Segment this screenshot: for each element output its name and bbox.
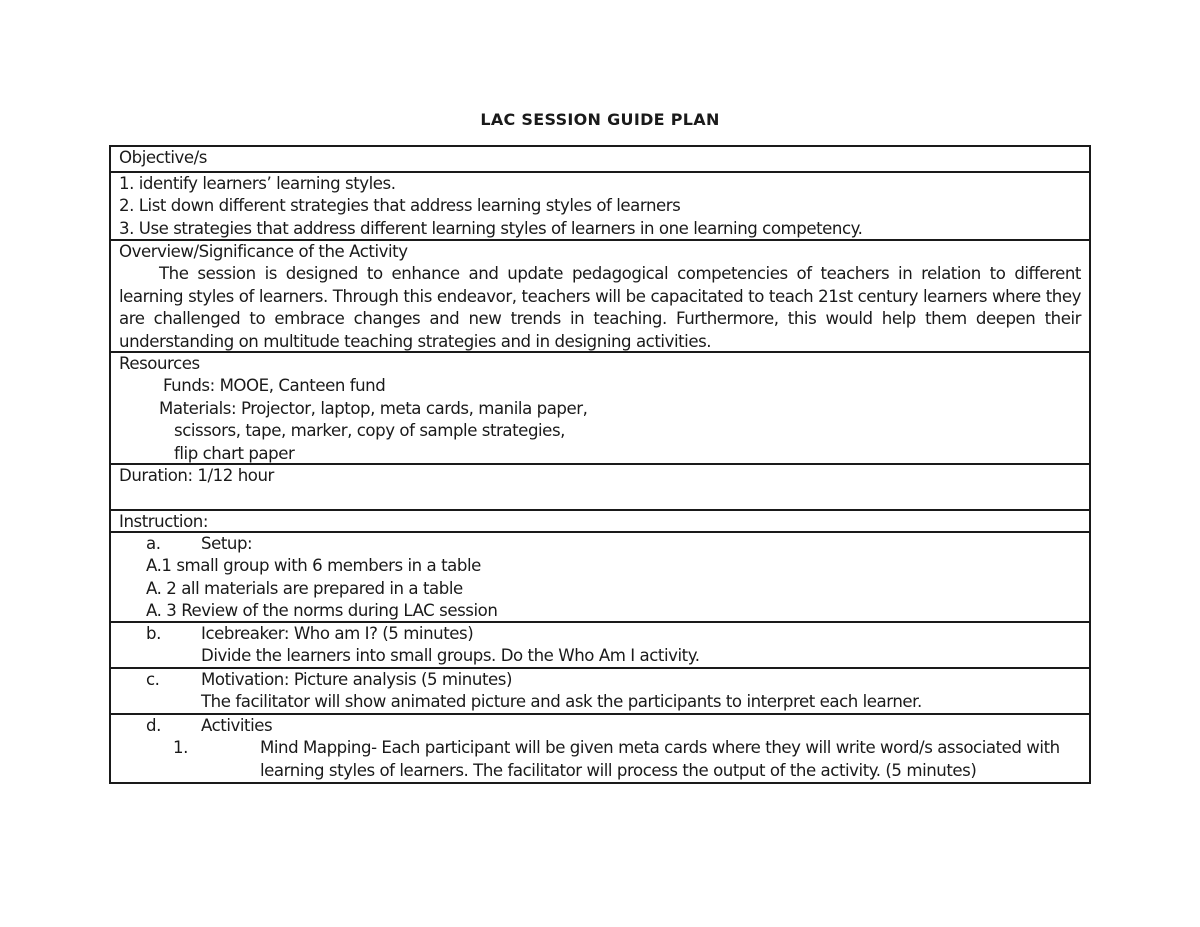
setup-item [119,533,1081,555]
motivation-item [119,669,1081,691]
motivation-detail: The facilitator will show animated picture and ask the participants to interpret each learner. [201,692,922,712]
objective-item-2: 2. List down different strategies that address learning styles of learners [119,196,681,216]
resources-funds: Funds: MOOE, Canteen fund [163,376,386,396]
setup-letter: a. [146,534,161,553]
motivation-letter: c. [146,670,160,689]
objective-item-3: 3. Use strategies that address different learning styles of learners in one learning competency. [119,218,863,238]
icebreaker-letter: b. [146,624,161,643]
icebreaker-item [119,623,1081,645]
activity-text: Mind Mapping- Each participant will be given meta cards where they will write word/s associated with learning styles of learners. The facilitator will process the output of the activity. (5 minutes) [260,738,1060,780]
icebreaker-detail: Divide the learners into small groups. Do the Who Am I activity. [201,646,700,666]
instruction-icebreaker-row [111,621,1089,667]
setup-subitem-3: A. 3 Review of the norms during LAC session [146,601,498,621]
instruction-heading-row [111,509,1089,531]
activities-letter: d. [146,716,161,735]
setup-subitem-2: A. 2 all materials are prepared in a table [146,578,463,598]
instruction-motivation-row [111,667,1089,713]
instruction-activities-row [111,713,1089,782]
objectives-list-row [111,171,1089,239]
objectives-heading: Objective/s [119,148,207,167]
instruction-setup-row [111,531,1089,621]
setup-label: Setup: [201,534,253,553]
overview-text: The session is designed to enhance and update pedagogical competencies of teachers in relation to different learning styles of learners. Through this endeavor, teachers will be capacitated to teach 21st century learners where they are challenged to embrace changes and new trends in teaching. Furthermore, this would help them deepen their understanding on multitude teaching strategies and in designing activities. [119,264,1081,351]
activity-item-1 [119,737,1081,782]
icebreaker-label: Icebreaker: Who am I? (5 minutes) [201,624,474,643]
setup-subitem-1: A.1 small group with 6 members in a table [146,556,481,576]
resources-row [111,351,1089,463]
resources-materials-line-1: Materials: Projector, laptop, meta cards, manila paper, [159,398,588,418]
overview-row [111,239,1089,351]
duration-text: Duration: 1/12 hour [119,466,274,485]
resources-materials-line-3: flip chart paper [174,443,295,463]
session-guide-table [109,145,1091,784]
activities-label: Activities [201,716,273,735]
activity-number: 1. [173,738,188,758]
activities-item [119,715,1081,737]
motivation-label: Motivation: Picture analysis (5 minutes) [201,670,512,689]
page-title: LAC SESSION GUIDE PLAN [480,110,720,129]
resources-heading: Resources [119,354,200,373]
objective-item-1: 1. identify learners’ learning styles. [119,174,396,193]
overview-heading: Overview/Significance of the Activity [119,242,408,261]
resources-materials-line-2: scissors, tape, marker, copy of sample strategies, [174,421,565,441]
instruction-heading: Instruction: [119,512,209,531]
objectives-heading-row [111,147,1089,171]
duration-row [111,463,1089,509]
